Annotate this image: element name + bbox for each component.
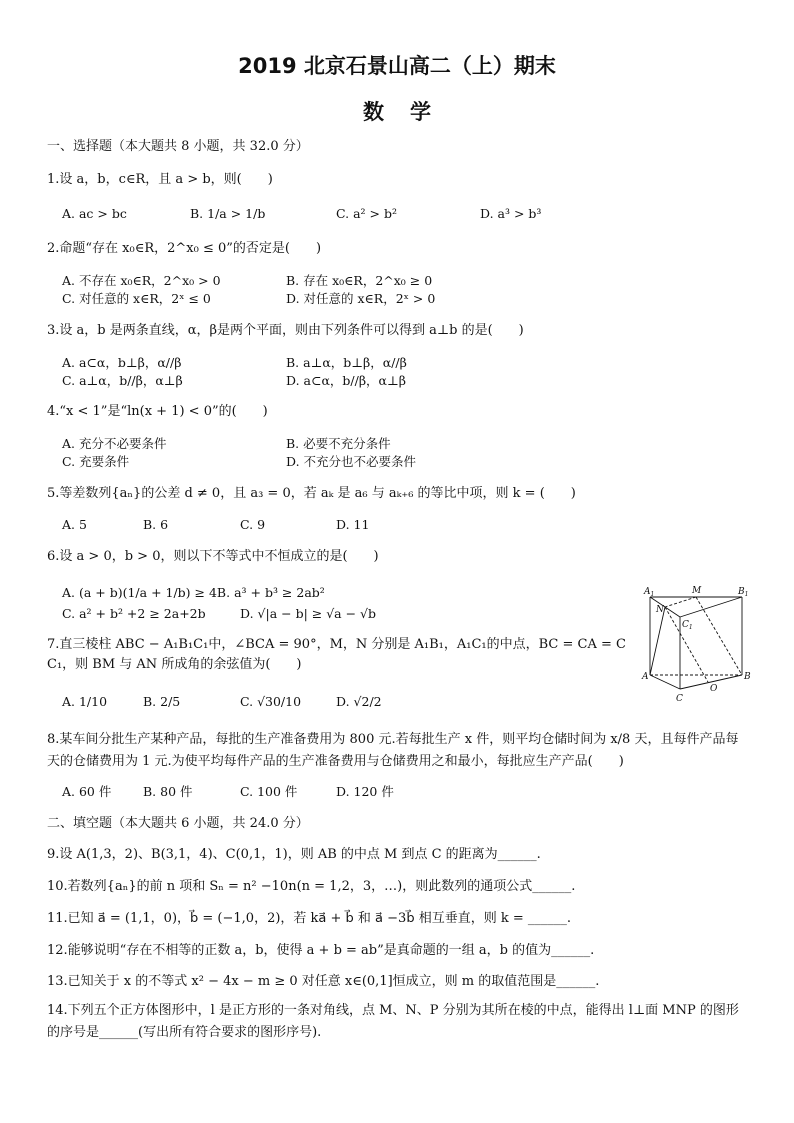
question-1-stem: 1.设 a，b，c∈R，且 a > b，则( ) <box>47 172 273 187</box>
q3-option-a: A. a⊂α，b⊥β，α//β <box>62 355 182 370</box>
fig-label-b: B <box>744 672 751 682</box>
fig-label-m: M <box>692 586 702 596</box>
fig-label-o: O <box>710 684 718 694</box>
question-14-stem: 14.下列五个正方体图形中，l 是正方形的一条对角线，点 M、N、P 分别为其所在棱的中点，能得出 l⊥面 MNP 的图形的序号是______(写出所有符合要求的图形序号). <box>47 1003 739 1040</box>
q5-option-b: B. 6 <box>143 517 169 532</box>
q4-option-a: A. 充分不必要条件 <box>62 436 167 451</box>
q6-option-d: D. √|a − b| ≥ √a − √b <box>240 606 377 621</box>
q4-option-d: D. 不充分也不必要条件 <box>286 454 417 469</box>
fig-label-a: A <box>642 672 649 682</box>
question-2-stem: 2.命题“存在 x₀∈R，2^x₀ ≤ 0”的否定是( ) <box>47 241 322 256</box>
q5-option-c: C. 9 <box>240 517 266 532</box>
q1-option-b: B. 1/a > 1/b <box>190 206 266 221</box>
q5-option-a: A. 5 <box>62 517 87 532</box>
section-fill-title: 二、填空题（本大题共 6 小题，共 24.0 分） <box>47 816 309 831</box>
fig-label-c: C <box>676 694 683 704</box>
q4-option-b: B. 必要不充分条件 <box>286 436 391 451</box>
q3-option-d: D. a⊂α，b//β，α⊥β <box>286 373 406 388</box>
q7-option-a: A. 1/10 <box>62 694 108 709</box>
subject-title: 数学 <box>363 100 457 124</box>
question-3-stem: 3.设 a，b 是两条直线，α，β是两个平面，则由下列条件可以得到 a⊥b 的是( ) <box>47 323 524 338</box>
question-7-stem: 7.直三棱柱 ABC − A₁B₁C₁中，∠BCA = 90°，M，N 分别是 A₁B₁，A₁C₁的中点，BC = CA = C <box>47 637 626 652</box>
q2-option-a: A. 不存在 x₀∈R，2^x₀ > 0 <box>62 273 221 288</box>
q4-option-c: C. 充要条件 <box>62 454 130 469</box>
q1-option-a: A. ac > bc <box>62 206 127 221</box>
question-5-stem: 5.等差数列{aₙ}的公差 d ≠ 0，且 a₃ = 0，若 aₖ 是 a₆ 与 aₖ₊₆ 的等比中项，则 k = ( ) <box>47 486 576 501</box>
question-7-stem-cont: C₁，则 BM 与 AN 所成角的余弦值为( ) <box>47 657 302 672</box>
q7-option-d: D. √2/2 <box>336 694 382 709</box>
question-9-stem: 9.设 A(1,3，2)、B(3,1，4)、C(0,1，1)，则 AB 的中点 M 到点 C 的距离为______. <box>47 847 541 862</box>
question-8-stem: 8.某车间分批生产某种产品，每批的生产准备费用为 800 元.若每批生产 x 件，则平均仓储时间为 x/8 天，且每件产品每天的仓储费用为 1 元.为使平均每件产品的生产准备费用与仓储费用之和最小，每批应生产产品( ) <box>47 732 739 769</box>
q8-option-c: C. 100 件 <box>240 784 298 799</box>
prism-figure <box>636 583 764 711</box>
q2-option-d: D. 对任意的 x∈R，2ˣ > 0 <box>286 291 436 306</box>
q6-option-c: C. a² + b² +2 ≥ 2a+2b <box>62 606 206 621</box>
question-4-stem: 4.“x < 1”是“ln(x + 1) < 0”的( ) <box>47 404 268 419</box>
q5-option-d: D. 11 <box>336 517 370 532</box>
q1-option-d: D. a³ > b³ <box>480 206 542 221</box>
q8-option-d: D. 120 件 <box>336 784 394 799</box>
q3-option-b: B. a⊥α，b⊥β，α//β <box>286 355 407 370</box>
q6-option-ab: A. (a + b)(1/a + 1/b) ≥ 4B. a³ + b³ ≥ 2ab² <box>62 585 325 600</box>
q2-option-b: B. 存在 x₀∈R，2^x₀ ≥ 0 <box>286 273 433 288</box>
fig-label-b1: $B_1$ <box>738 587 749 598</box>
question-12-stem: 12.能够说明“存在不相等的正数 a，b，使得 a + b = ab”是真命题的一组 a，b 的值为______. <box>47 943 595 958</box>
q1-option-c: C. a² > b² <box>336 206 397 221</box>
question-13-stem: 13.已知关于 x 的不等式 x² − 4x − m ≥ 0 对任意 x∈(0,1]恒成立，则 m 的取值范围是______. <box>47 974 600 989</box>
fig-label-n: N <box>656 605 664 615</box>
question-11-stem: 11.已知 a⃗ = (1,1，0)，b⃗ = (−1,0，2)，若 ka⃗ + b⃗ 和 a⃗ −3b⃗ 相互垂直，则 k = ______. <box>47 911 572 926</box>
q2-option-c: C. 对任意的 x∈R，2ˣ ≤ 0 <box>62 291 211 306</box>
q8-option-a: A. 60 件 <box>62 784 112 799</box>
fig-label-c1: $C_1$ <box>682 620 693 631</box>
page-title: 2019 北京石景山高二（上）期末 <box>238 54 556 78</box>
q8-option-b: B. 80 件 <box>143 784 193 799</box>
question-6-stem: 6.设 a > 0，b > 0，则以下不等式中不恒成立的是( ) <box>47 549 379 564</box>
q7-option-c: C. √30/10 <box>240 694 302 709</box>
q7-option-b: B. 2/5 <box>143 694 181 709</box>
q3-option-c: C. a⊥α，b//β，α⊥β <box>62 373 183 388</box>
section-choice-title: 一、选择题（本大题共 8 小题，共 32.0 分） <box>47 139 309 154</box>
fig-label-a1: $A_1$ <box>644 587 655 598</box>
question-10-stem: 10.若数列{aₙ}的前 n 项和 Sₙ = n² −10n(n = 1,2，3，…)，则此数列的通项公式______. <box>47 879 576 894</box>
